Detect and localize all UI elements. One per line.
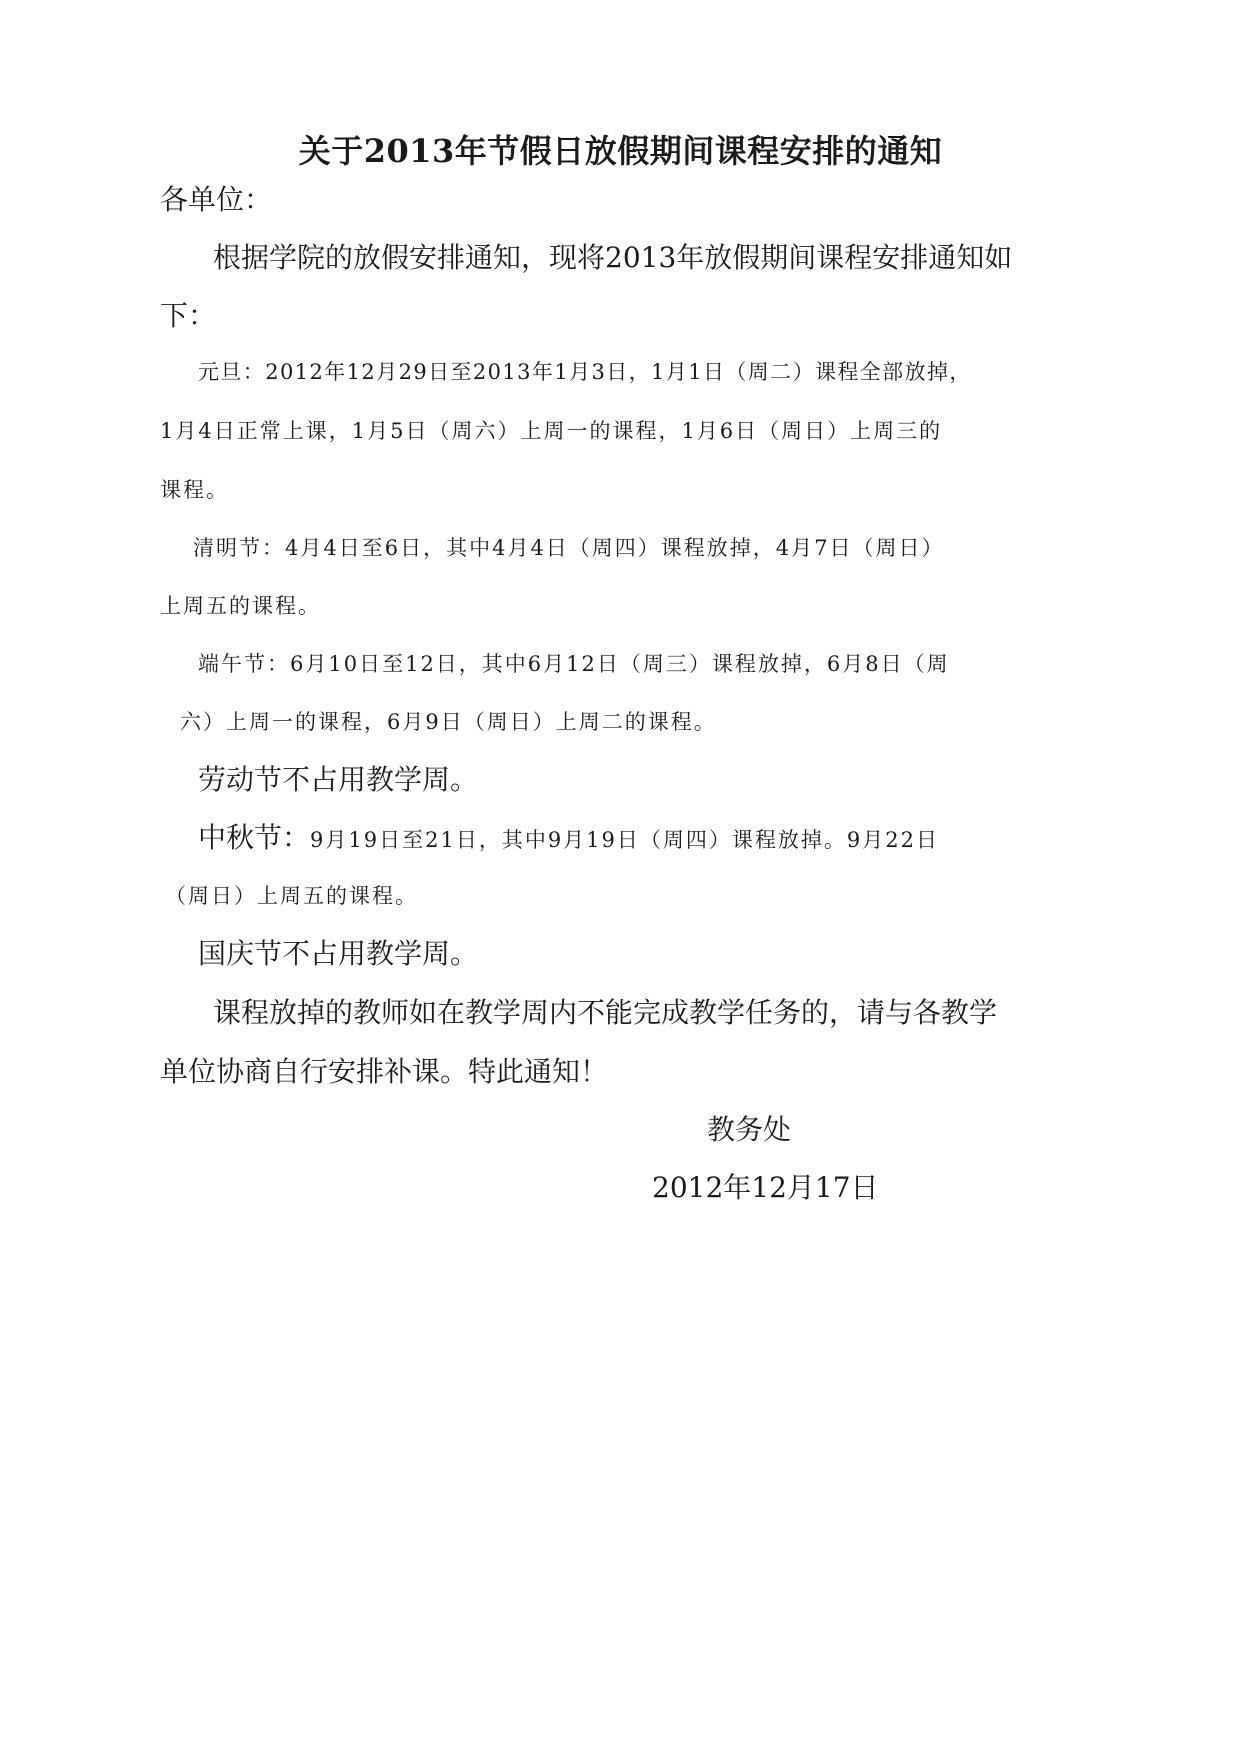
- yuandan-line-1: 元旦：2012年12月29日至2013年1月3日，1月1日（周二）课程全部放掉，: [198, 360, 972, 384]
- zhongqiu-line-1: [198, 816, 939, 856]
- laodong-note: 劳动节不占用教学周。: [198, 763, 479, 796]
- salutation: 各单位：: [160, 183, 273, 216]
- closing-line-1: 课程放掉的教师如在教学周内不能完成教学任务的，请与各教学: [213, 996, 998, 1029]
- intro-line-2: 下：: [160, 299, 217, 332]
- signature-date: 2012年12月17日: [652, 1171, 879, 1204]
- zhongqiu-line-1-rest: 9月19日至21日，其中9月19日（周四）课程放掉。9月22日: [310, 828, 939, 852]
- document-title: 关于2013年节假日放假期间课程安排的通知: [298, 132, 943, 170]
- guoqing-note: 国庆节不占用教学周。: [198, 937, 479, 970]
- intro-line-1: 根据学院的放假安排通知，现将2013年放假期间课程安排通知如: [213, 241, 1013, 274]
- signature: 教务处: [707, 1113, 792, 1146]
- duanwu-line-1: 端午节：6月10日至12日，其中6月12日（周三）课程放掉，6月8日（周: [198, 652, 950, 676]
- qingming-line-2: 上周五的课程。: [160, 594, 321, 618]
- zhongqiu-prefix: 中秋节：: [198, 821, 311, 854]
- closing-line-2: 单位协商自行安排补课。特此通知！: [160, 1055, 609, 1088]
- qingming-line-1: 清明节：4月4日至6日，其中4月4日（周四）课程放掉，4月7日（周日）: [193, 536, 945, 560]
- zhongqiu-line-2: （周日）上周五的课程。: [165, 884, 418, 908]
- yuandan-line-3: 课程。: [160, 478, 229, 502]
- duanwu-line-2: 六）上周一的课程，6月9日（周日）上周二的课程。: [180, 710, 717, 734]
- yuandan-line-2: 1月4日正常上课，1月5日（周六）上周一的课程，1月6日（周日）上周三的: [160, 419, 943, 443]
